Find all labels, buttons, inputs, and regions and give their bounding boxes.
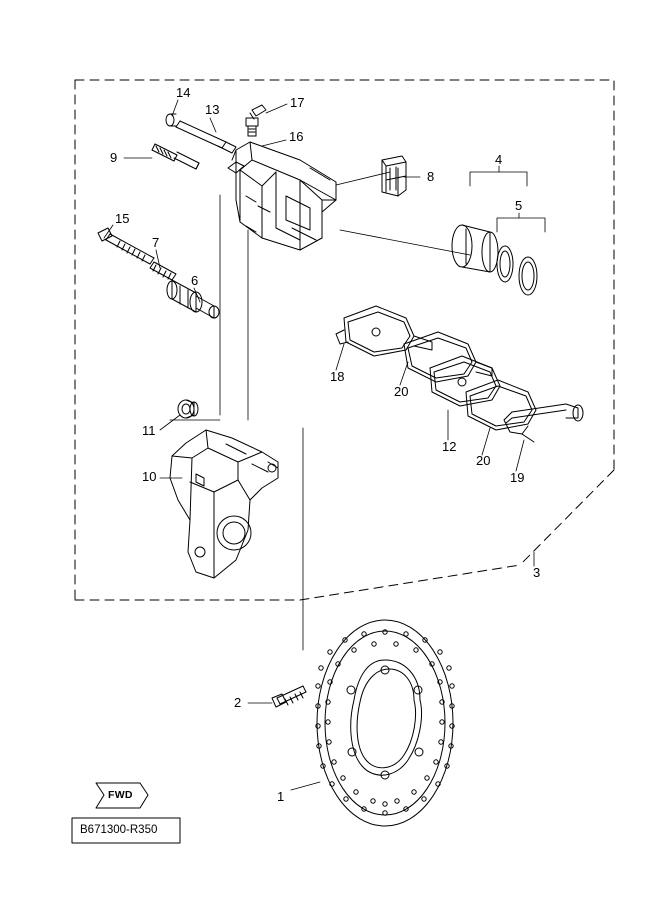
assembly-boundary-dashed [75,80,614,600]
part-13-slide-pin [176,121,236,153]
callout-2: 2 [234,695,242,710]
part-10-caliper-bracket [170,430,278,578]
part-11-bushing [178,400,198,418]
callout-8: 8 [427,169,435,184]
part-18-brake-pad [336,306,432,356]
callout-16: 16 [289,129,304,144]
part-4-piston [452,225,498,272]
callout-3: 3 [533,565,541,580]
callout-10: 10 [142,469,157,484]
part-2-disc-bolt [272,686,306,707]
part-8-pad-spring-clip [382,156,406,196]
part-16-bleed-screw [246,118,258,136]
callout-15: 15 [115,211,130,226]
callout-13: 13 [205,102,220,117]
callout-19: 19 [510,470,525,485]
callout-9: 9 [110,150,118,165]
part-9-boot [152,144,199,169]
part-20-shim-lower [466,380,536,430]
callout-18: 18 [330,369,345,384]
part-17-bleed-cap [250,105,266,119]
callout-1: 1 [277,789,285,804]
part-14-washer [166,114,176,126]
part-code-label: B671300-R350 [80,824,158,836]
callout-12: 12 [442,439,457,454]
part-5-piston-seal-b [519,257,537,295]
disc-drill-holes [316,630,454,815]
part-5-piston-seal-a [497,246,513,282]
callout-17: 17 [290,95,305,110]
callout-6: 6 [191,273,199,288]
callout-5: 5 [515,198,523,213]
callout-20-lower: 20 [476,453,491,468]
part-15-bolt [98,228,154,264]
part-1-brake-disc [316,620,454,826]
callout-20-upper: 20 [394,384,409,399]
fwd-direction-label: FWD [108,789,133,801]
callout-14: 14 [176,85,191,100]
caliper-body [228,142,336,250]
callout-11: 11 [142,423,156,438]
callout-7: 7 [152,235,160,250]
callout-4: 4 [495,152,503,167]
part-20-shim-upper [404,332,492,382]
leader-lines [104,100,545,790]
part-7-pin-boot [150,262,176,280]
